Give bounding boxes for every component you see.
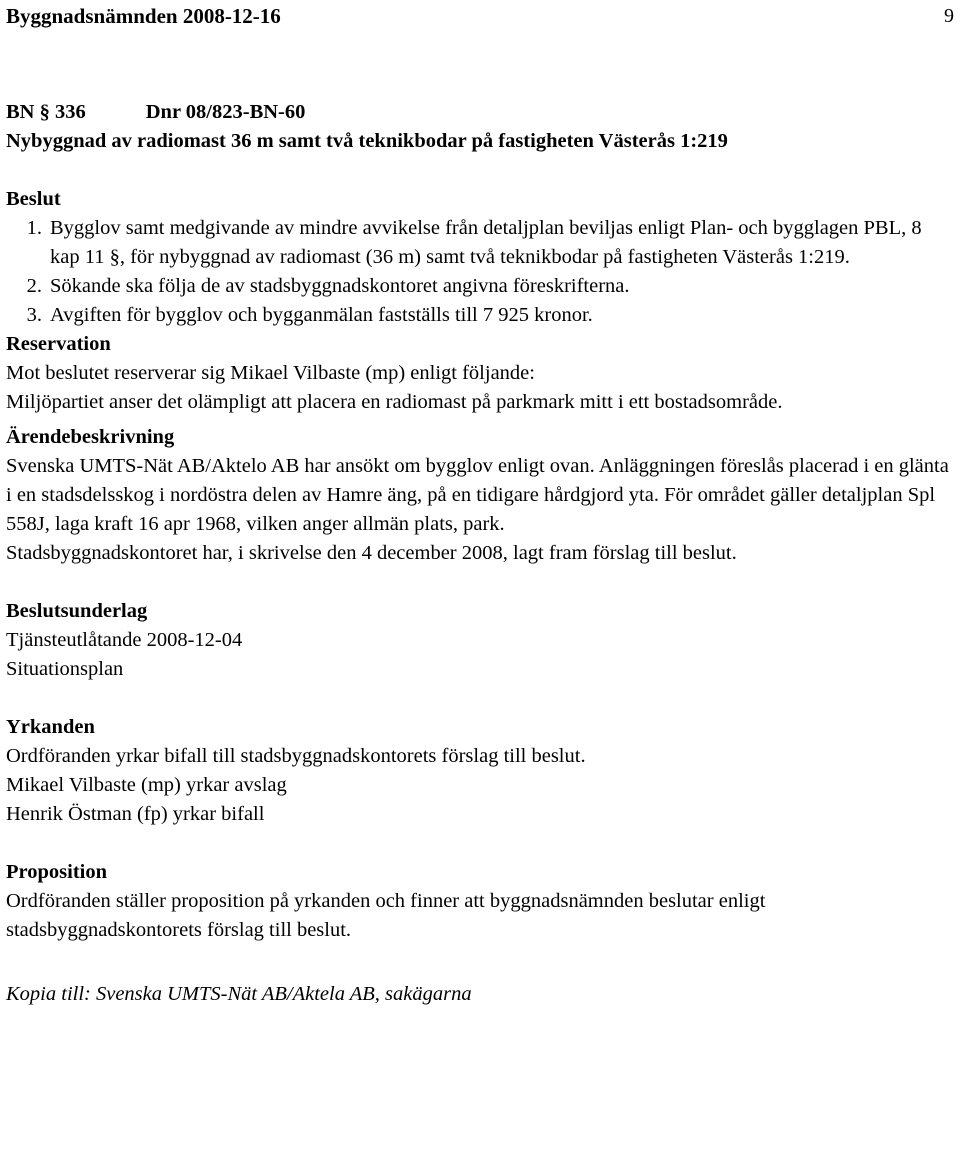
yrkande-line: Henrik Östman (fp) yrkar bifall <box>6 803 265 825</box>
decision-text: Sökande ska följa de av stadsbyggnadskontoret angivna föreskrifterna. <box>50 275 630 297</box>
decision-list <box>6 214 954 330</box>
document-body <box>6 98 954 1009</box>
page-number: 9 <box>944 5 954 27</box>
case-title: Nybyggnad av radiomast 36 m samt två teknikbodar på fastigheten Västerås 1:219 <box>6 130 728 152</box>
proposition-text: Ordföranden ställer proposition på yrkanden och finner att byggnadsnämnden beslutar enligt stadsbyggnadskontorets förslag till beslut. <box>6 890 766 941</box>
reservation-line: Mot beslutet reserverar sig Mikael Vilbaste (mp) enligt följande: <box>6 362 535 384</box>
reservation-line: Miljöpartiet anser det olämpligt att placera en radiomast på parkmark mitt i ett bostadsområde. <box>6 391 783 413</box>
arende-paragraph: Stadsbyggnadskontoret har, i skrivelse den 4 december 2008, lagt fram förslag till beslut. <box>6 542 737 564</box>
proposition-heading: Proposition <box>6 861 107 883</box>
decision-item <box>6 214 954 272</box>
decision-item <box>6 301 954 330</box>
copy-to-line: Kopia till: Svenska UMTS-Nät AB/Aktela AB, sakägarna <box>6 983 472 1005</box>
case-number-line <box>6 98 954 127</box>
yrkanden-heading: Yrkanden <box>6 716 95 738</box>
decision-number: 1. <box>26 217 42 239</box>
arende-paragraph: Svenska UMTS-Nät AB/Aktelo AB har ansökt om bygglov enligt ovan. Anläggningen föreslås placerad i en glänta i en stadsdelsskog i nordöstra delen av Hamre äng, på en tidigare hårdgjord yta. För området gäller detaljplan Spl 558J, laga kraft 16 apr 1968, vilken anger allmän plats, park. <box>6 455 949 535</box>
case-number: BN § 336 <box>6 101 86 123</box>
underlag-item: Tjänsteutlåtande 2008-12-04 <box>6 629 243 651</box>
decision-item <box>6 272 954 301</box>
underlag-item: Situationsplan <box>6 658 124 680</box>
reservation-heading: Reservation <box>6 333 111 355</box>
header-title: Byggnadsnämnden 2008-12-16 <box>6 4 281 28</box>
beslut-heading: Beslut <box>6 188 61 210</box>
underlag-heading: Beslutsunderlag <box>6 600 148 622</box>
decision-text: Bygglov samt medgivande av mindre avvikelse från detaljplan beviljas enligt Plan- och bygglagen PBL, 8 kap 11 §, för nybyggnad av radiomast (36 m) samt två teknikbodar på fastigheten Västerås 1:219. <box>50 217 922 268</box>
decision-text: Avgiften för bygglov och bygganmälan fastställs till 7 925 kronor. <box>50 304 593 326</box>
yrkande-line: Mikael Vilbaste (mp) yrkar avslag <box>6 774 287 796</box>
decision-number: 2. <box>26 275 42 297</box>
decision-number: 3. <box>26 304 42 326</box>
yrkande-line: Ordföranden yrkar bifall till stadsbyggnadskontorets förslag till beslut. <box>6 745 586 767</box>
case-dnr: Dnr 08/823-BN-60 <box>145 101 306 123</box>
arende-heading: Ärendebeskrivning <box>6 426 175 448</box>
